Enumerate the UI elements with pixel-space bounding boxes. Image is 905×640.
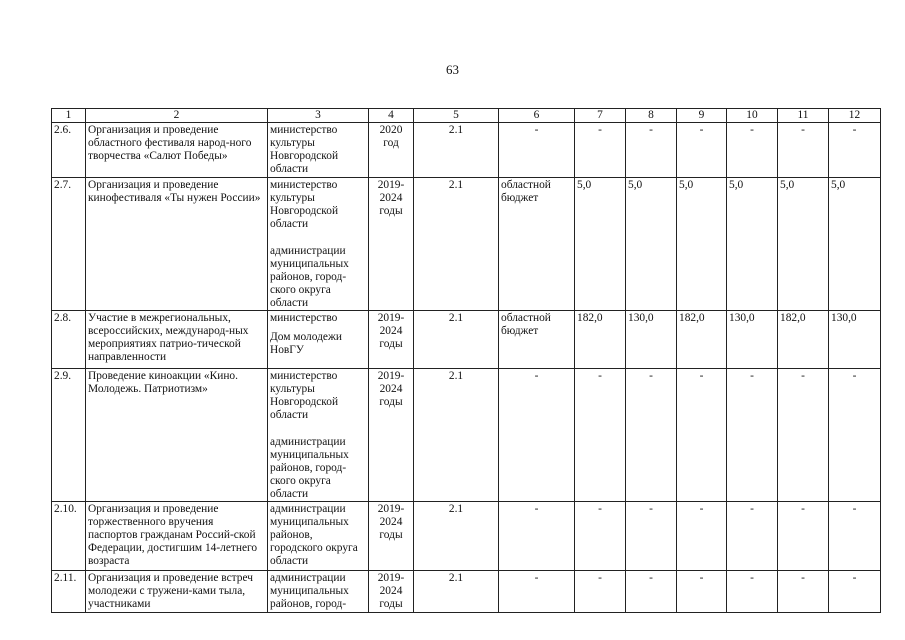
table-row: [52, 123, 881, 178]
value-cell: -: [727, 369, 778, 502]
value-cell: 130,0: [727, 311, 778, 369]
page-number: 63: [446, 62, 459, 77]
event-name: Организация и проведение кинофестиваля «Ты нужен России»: [86, 178, 268, 311]
value-cell: -: [575, 571, 626, 613]
value-cell: -: [778, 123, 829, 178]
header-cell: 1: [52, 109, 86, 123]
executor-item: администрации муниципальных районов, городского округа области: [270, 503, 358, 567]
header-cell: 9: [677, 109, 727, 123]
table-row: [52, 502, 881, 571]
years: 2019-2024 годы: [369, 311, 414, 369]
program-table: [51, 108, 881, 613]
funding-source: областной бюджет: [499, 311, 575, 369]
value-cell: 182,0: [677, 311, 727, 369]
value-cell: 182,0: [575, 311, 626, 369]
header-cell: 10: [727, 109, 778, 123]
value-cell: -: [677, 571, 727, 613]
value-cell: -: [727, 502, 778, 571]
target-code: 2.1: [414, 502, 499, 571]
target-code: 2.1: [414, 311, 499, 369]
header-cell: 12: [829, 109, 881, 123]
executor: [268, 571, 369, 613]
header-row: [52, 109, 881, 123]
funding-source: -: [499, 571, 575, 613]
executor: [268, 502, 369, 571]
table-row: [52, 178, 881, 311]
header-cell: 8: [626, 109, 677, 123]
target-code: 2.1: [414, 123, 499, 178]
row-number: 2.6.: [52, 123, 86, 178]
value-cell: -: [829, 571, 881, 613]
executor-item: администрации муниципальных районов, город-ского округа области: [270, 245, 349, 309]
row-number: 2.10.: [52, 502, 86, 571]
table-row: [52, 369, 881, 502]
executor-item: администрации муниципальных районов, город-: [270, 572, 349, 610]
header-cell: 4: [369, 109, 414, 123]
event-name: Проведение киноакции «Кино. Молодежь. Патриотизм»: [86, 369, 268, 502]
value-cell: -: [677, 369, 727, 502]
funding-source: -: [499, 502, 575, 571]
value-cell: -: [626, 123, 677, 178]
executor-item: министерство: [270, 312, 338, 324]
event-name: Организация и проведение торжественного вручения паспортов гражданам Россий-ской Федерации, достигшим 14-летнего возраста: [86, 502, 268, 571]
value-cell: -: [829, 123, 881, 178]
value-cell: 130,0: [829, 311, 881, 369]
header-cell: 11: [778, 109, 829, 123]
row-number: 2.9.: [52, 369, 86, 502]
value-cell: 182,0: [778, 311, 829, 369]
header-cell: 3: [268, 109, 369, 123]
value-cell: -: [778, 571, 829, 613]
value-cell: 5,0: [829, 178, 881, 311]
value-cell: 5,0: [778, 178, 829, 311]
years: 2019-2024 годы: [369, 502, 414, 571]
executor-item: министерство культуры Новгородской области: [270, 124, 339, 175]
value-cell: -: [575, 123, 626, 178]
value-cell: 5,0: [626, 178, 677, 311]
header-cell: 5: [414, 109, 499, 123]
executor: [268, 123, 369, 178]
value-cell: -: [626, 369, 677, 502]
value-cell: -: [727, 571, 778, 613]
event-name: Организация и проведение областного фестиваля народ-ного творчества «Салют Победы»: [86, 123, 268, 178]
value-cell: -: [575, 502, 626, 571]
header-cell: 7: [575, 109, 626, 123]
event-name: Организация и проведение встреч молодежи с тружени-ками тыла, участниками: [86, 571, 268, 613]
executor: [268, 311, 369, 369]
value-cell: -: [829, 502, 881, 571]
row-number: 2.11.: [52, 571, 86, 613]
value-cell: -: [829, 369, 881, 502]
event-name: Участие в межрегиональных, всероссийских, международ-ных мероприятиях патрио-тической направленности: [86, 311, 268, 369]
value-cell: -: [575, 369, 626, 502]
value-cell: -: [626, 571, 677, 613]
table-row: [52, 311, 881, 369]
executor-item: министерство культуры Новгородской области: [270, 179, 339, 230]
table-row: [52, 571, 881, 613]
row-number: 2.8.: [52, 311, 86, 369]
funding-source: -: [499, 123, 575, 178]
target-code: 2.1: [414, 571, 499, 613]
header-cell: 6: [499, 109, 575, 123]
years: 2020 год: [369, 123, 414, 178]
funding-source: областной бюджет: [499, 178, 575, 311]
target-code: 2.1: [414, 178, 499, 311]
years: 2019-2024 годы: [369, 369, 414, 502]
value-cell: -: [778, 369, 829, 502]
row-number: 2.7.: [52, 178, 86, 311]
years: 2019-2024 годы: [369, 178, 414, 311]
target-code: 2.1: [414, 369, 499, 502]
value-cell: -: [677, 123, 727, 178]
value-cell: 130,0: [626, 311, 677, 369]
years: 2019-2024 годы: [369, 571, 414, 613]
value-cell: -: [677, 502, 727, 571]
executor-item: Дом молодежи НовГУ: [270, 331, 342, 356]
value-cell: -: [626, 502, 677, 571]
value-cell: 5,0: [575, 178, 626, 311]
executor: [268, 178, 369, 311]
value-cell: 5,0: [677, 178, 727, 311]
executor-item: администрации муниципальных районов, город-ского округа области: [270, 436, 349, 500]
funding-source: -: [499, 369, 575, 502]
header-cell: 2: [86, 109, 268, 123]
executor-item: министерство культуры Новгородской области: [270, 370, 339, 421]
value-cell: -: [778, 502, 829, 571]
executor: [268, 369, 369, 502]
value-cell: 5,0: [727, 178, 778, 311]
value-cell: -: [727, 123, 778, 178]
